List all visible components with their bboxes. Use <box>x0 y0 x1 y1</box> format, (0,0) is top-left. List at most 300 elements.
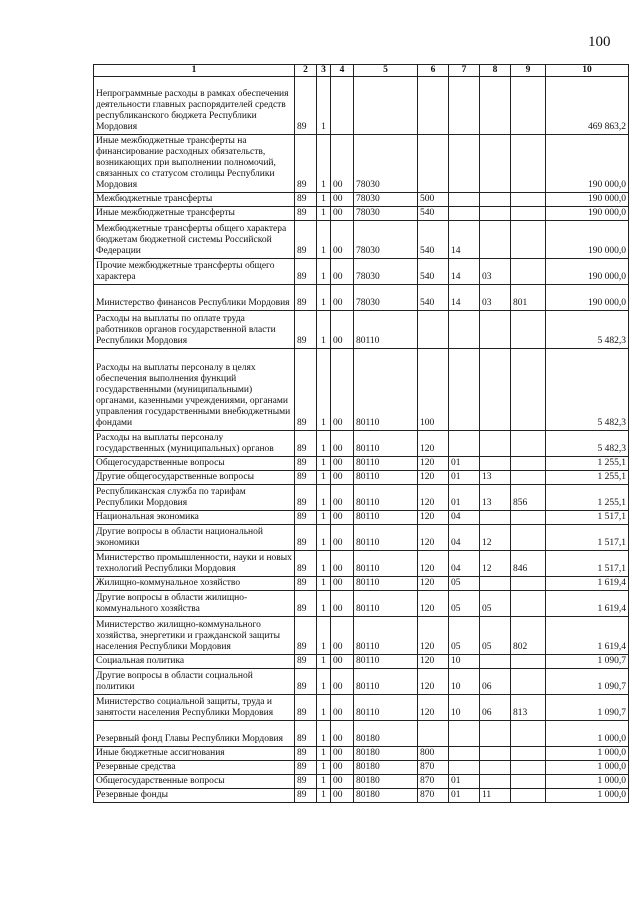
cell-amount: 1 517,1 <box>546 511 629 525</box>
cell-amount: 1 255,1 <box>546 485 629 511</box>
cell-c5: 80180 <box>354 761 418 775</box>
table-row <box>94 135 629 193</box>
cell-c7 <box>449 431 480 457</box>
cell-c6 <box>418 311 449 349</box>
cell-amount: 1 619,4 <box>546 617 629 655</box>
table-row <box>94 485 629 511</box>
cell-amount: 190 000,0 <box>546 193 629 207</box>
cell-c5: 78030 <box>354 285 418 311</box>
cell-name: Резервный фонд Главы Республики Мордовия <box>94 721 295 747</box>
cell-amount: 190 000,0 <box>546 221 629 259</box>
table-row <box>94 789 629 803</box>
cell-c4: 00 <box>331 525 354 551</box>
cell-amount: 1 255,1 <box>546 457 629 471</box>
cell-c9 <box>511 207 546 221</box>
cell-c6: 120 <box>418 457 449 471</box>
cell-c8 <box>480 721 511 747</box>
cell-c3: 1 <box>317 747 331 761</box>
cell-c4: 00 <box>331 721 354 747</box>
cell-name: Общегосударственные вопросы <box>94 775 295 789</box>
cell-c6: 870 <box>418 775 449 789</box>
cell-c8: 05 <box>480 591 511 617</box>
cell-amount: 469 863,2 <box>546 77 629 135</box>
cell-c6 <box>418 721 449 747</box>
cell-c2: 89 <box>295 77 317 135</box>
cell-c8 <box>480 577 511 591</box>
cell-c4: 00 <box>331 471 354 485</box>
cell-amount: 1 517,1 <box>546 551 629 577</box>
cell-c2: 89 <box>295 669 317 695</box>
cell-c6: 870 <box>418 789 449 803</box>
cell-c7: 01 <box>449 471 480 485</box>
cell-c8: 06 <box>480 695 511 721</box>
cell-c9 <box>511 775 546 789</box>
cell-amount: 1 619,4 <box>546 591 629 617</box>
cell-c2: 89 <box>295 551 317 577</box>
cell-c2: 89 <box>295 193 317 207</box>
cell-c8 <box>480 221 511 259</box>
cell-c8 <box>480 457 511 471</box>
cell-name: Министерство социальной защиты, труда и занятости населения Республики Мордовия <box>94 695 295 721</box>
cell-c5: 80110 <box>354 457 418 471</box>
cell-c8 <box>480 775 511 789</box>
cell-amount: 1 517,1 <box>546 525 629 551</box>
cell-name: Социальная политика <box>94 655 295 669</box>
cell-c9 <box>511 577 546 591</box>
cell-amount: 5 482,3 <box>546 431 629 457</box>
cell-name: Министерство промышленности, науки и новых технологий Республики Мордовия <box>94 551 295 577</box>
cell-c3: 1 <box>317 77 331 135</box>
cell-c5: 78030 <box>354 207 418 221</box>
cell-c2: 89 <box>295 471 317 485</box>
cell-c6: 120 <box>418 655 449 669</box>
cell-c8: 11 <box>480 789 511 803</box>
cell-name: Иные межбюджетные трансферты на финансирование расходных обязательств, возникающих при выполнении полномочий, связанных со статусом столицы Республики Мордовия <box>94 135 295 193</box>
cell-c9 <box>511 135 546 193</box>
cell-c9: 846 <box>511 551 546 577</box>
cell-name: Другие вопросы в области национальной экономики <box>94 525 295 551</box>
cell-c4: 00 <box>331 695 354 721</box>
cell-c3: 1 <box>317 551 331 577</box>
cell-c8 <box>480 431 511 457</box>
cell-c3: 1 <box>317 431 331 457</box>
table-row <box>94 721 629 747</box>
cell-c5 <box>354 77 418 135</box>
cell-c5: 80110 <box>354 695 418 721</box>
cell-c5: 80110 <box>354 655 418 669</box>
cell-c6: 540 <box>418 207 449 221</box>
cell-c2: 89 <box>295 655 317 669</box>
cell-c7: 04 <box>449 551 480 577</box>
cell-name: Иные межбюджетные трансферты <box>94 207 295 221</box>
cell-c8: 03 <box>480 285 511 311</box>
cell-c6: 500 <box>418 193 449 207</box>
cell-amount: 1 619,4 <box>546 577 629 591</box>
cell-c6 <box>418 135 449 193</box>
cell-c8: 13 <box>480 471 511 485</box>
cell-c7: 14 <box>449 285 480 311</box>
cell-c2: 89 <box>295 349 317 431</box>
cell-c5: 80180 <box>354 721 418 747</box>
cell-c5: 80110 <box>354 591 418 617</box>
cell-c9: 813 <box>511 695 546 721</box>
cell-c9 <box>511 525 546 551</box>
table-row <box>94 349 629 431</box>
column-header: 4 <box>331 65 354 77</box>
cell-c2: 89 <box>295 485 317 511</box>
cell-c9: 856 <box>511 485 546 511</box>
table-row <box>94 577 629 591</box>
cell-c3: 1 <box>317 193 331 207</box>
cell-c7 <box>449 349 480 431</box>
cell-c2: 89 <box>295 525 317 551</box>
table-row <box>94 311 629 349</box>
table-row <box>94 775 629 789</box>
cell-c4: 00 <box>331 285 354 311</box>
cell-c7: 05 <box>449 577 480 591</box>
cell-c4: 00 <box>331 761 354 775</box>
cell-c6: 800 <box>418 747 449 761</box>
cell-c5: 80110 <box>354 617 418 655</box>
cell-c8: 06 <box>480 669 511 695</box>
cell-c7: 05 <box>449 617 480 655</box>
cell-c8 <box>480 747 511 761</box>
cell-c3: 1 <box>317 695 331 721</box>
table-row <box>94 617 629 655</box>
cell-c2: 89 <box>295 775 317 789</box>
table-row <box>94 193 629 207</box>
cell-c5: 80110 <box>354 525 418 551</box>
table-row <box>94 285 629 311</box>
cell-c8 <box>480 511 511 525</box>
cell-c4: 00 <box>331 669 354 695</box>
cell-c3: 1 <box>317 669 331 695</box>
cell-name: Расходы на выплаты персоналу государственных (муниципальных) органов <box>94 431 295 457</box>
cell-c6: 100 <box>418 349 449 431</box>
cell-c7 <box>449 311 480 349</box>
cell-c4: 00 <box>331 207 354 221</box>
cell-c5: 80180 <box>354 747 418 761</box>
cell-c2: 89 <box>295 311 317 349</box>
cell-name: Жилищно-коммунальное хозяйство <box>94 577 295 591</box>
cell-c5: 80110 <box>354 471 418 485</box>
cell-amount: 1 000,0 <box>546 747 629 761</box>
cell-c2: 89 <box>295 135 317 193</box>
cell-c9 <box>511 193 546 207</box>
cell-c3: 1 <box>317 591 331 617</box>
cell-c7: 04 <box>449 511 480 525</box>
cell-c5: 80180 <box>354 789 418 803</box>
cell-c7: 04 <box>449 525 480 551</box>
cell-c9 <box>511 221 546 259</box>
table-row <box>94 471 629 485</box>
cell-c2: 89 <box>295 747 317 761</box>
cell-amount: 190 000,0 <box>546 135 629 193</box>
cell-c5: 80110 <box>354 485 418 511</box>
cell-c4: 00 <box>331 485 354 511</box>
cell-c6: 120 <box>418 551 449 577</box>
column-header: 1 <box>94 65 295 77</box>
cell-amount: 1 255,1 <box>546 471 629 485</box>
cell-c9 <box>511 349 546 431</box>
column-header: 6 <box>418 65 449 77</box>
cell-c2: 89 <box>295 259 317 285</box>
cell-c4: 00 <box>331 135 354 193</box>
cell-c7 <box>449 761 480 775</box>
cell-c7: 01 <box>449 457 480 471</box>
cell-name: Межбюджетные трансферты общего характера бюджетам бюджетной системы Российской Федерации <box>94 221 295 259</box>
cell-c2: 89 <box>295 511 317 525</box>
cell-c4: 00 <box>331 655 354 669</box>
column-header: 10 <box>546 65 629 77</box>
cell-c3: 1 <box>317 485 331 511</box>
cell-c5: 78030 <box>354 259 418 285</box>
cell-c6: 120 <box>418 617 449 655</box>
cell-c4: 00 <box>331 259 354 285</box>
cell-c8: 05 <box>480 617 511 655</box>
table-row <box>94 77 629 135</box>
cell-c5: 80110 <box>354 511 418 525</box>
cell-c7: 14 <box>449 259 480 285</box>
cell-name: Республиканская служба по тарифам Республики Мордовия <box>94 485 295 511</box>
cell-amount: 190 000,0 <box>546 259 629 285</box>
cell-c2: 89 <box>295 285 317 311</box>
cell-name: Другие общегосударственные вопросы <box>94 471 295 485</box>
cell-amount: 5 482,3 <box>546 311 629 349</box>
cell-name: Резервные средства <box>94 761 295 775</box>
cell-c9: 802 <box>511 617 546 655</box>
cell-c4: 00 <box>331 457 354 471</box>
cell-c3: 1 <box>317 221 331 259</box>
table-row <box>94 551 629 577</box>
cell-c2: 89 <box>295 577 317 591</box>
table-row <box>94 525 629 551</box>
table-row <box>94 207 629 221</box>
column-header: 9 <box>511 65 546 77</box>
cell-amount: 1 090,7 <box>546 655 629 669</box>
cell-c5: 80110 <box>354 349 418 431</box>
cell-c8 <box>480 207 511 221</box>
cell-c3: 1 <box>317 311 331 349</box>
cell-amount: 190 000,0 <box>546 207 629 221</box>
cell-c5: 80180 <box>354 775 418 789</box>
cell-c4: 00 <box>331 617 354 655</box>
cell-c3: 1 <box>317 617 331 655</box>
cell-c7 <box>449 77 480 135</box>
table-row <box>94 431 629 457</box>
cell-c2: 89 <box>295 221 317 259</box>
cell-amount: 1 000,0 <box>546 721 629 747</box>
cell-name: Расходы на выплаты по оплате труда работников органов государственной власти Республики Мордовия <box>94 311 295 349</box>
cell-c2: 89 <box>295 591 317 617</box>
cell-c5: 78030 <box>354 193 418 207</box>
cell-c9 <box>511 789 546 803</box>
cell-c8: 13 <box>480 485 511 511</box>
cell-c2: 89 <box>295 457 317 471</box>
cell-c5: 80110 <box>354 431 418 457</box>
cell-c3: 1 <box>317 655 331 669</box>
cell-c2: 89 <box>295 721 317 747</box>
cell-c6 <box>418 77 449 135</box>
cell-c7 <box>449 193 480 207</box>
cell-c6: 120 <box>418 669 449 695</box>
cell-c9 <box>511 669 546 695</box>
cell-c3: 1 <box>317 349 331 431</box>
cell-c7: 01 <box>449 775 480 789</box>
cell-c5: 80110 <box>354 669 418 695</box>
column-header: 2 <box>295 65 317 77</box>
cell-name: Другие вопросы в области жилищно-коммунального хозяйства <box>94 591 295 617</box>
cell-c6: 120 <box>418 471 449 485</box>
cell-c7 <box>449 207 480 221</box>
cell-c7 <box>449 747 480 761</box>
column-header: 3 <box>317 65 331 77</box>
cell-c2: 89 <box>295 789 317 803</box>
table-row <box>94 457 629 471</box>
cell-c8: 12 <box>480 525 511 551</box>
cell-c9 <box>511 721 546 747</box>
cell-c8 <box>480 655 511 669</box>
cell-c4: 00 <box>331 775 354 789</box>
cell-c7: 01 <box>449 789 480 803</box>
cell-c6: 120 <box>418 591 449 617</box>
cell-c9 <box>511 511 546 525</box>
cell-c4: 00 <box>331 311 354 349</box>
cell-c3: 1 <box>317 525 331 551</box>
cell-name: Министерство жилищно-коммунального хозяйства, энергетики и гражданской защиты населения Республики Мордовия <box>94 617 295 655</box>
cell-c3: 1 <box>317 259 331 285</box>
cell-c4: 00 <box>331 789 354 803</box>
cell-c7: 10 <box>449 669 480 695</box>
cell-c8 <box>480 761 511 775</box>
cell-name: Межбюджетные трансферты <box>94 193 295 207</box>
cell-c4: 00 <box>331 591 354 617</box>
cell-c4: 00 <box>331 551 354 577</box>
cell-name: Резервные фонды <box>94 789 295 803</box>
table-header-row <box>94 65 629 77</box>
cell-amount: 1 090,7 <box>546 669 629 695</box>
budget-table <box>93 64 629 803</box>
cell-c9 <box>511 311 546 349</box>
cell-c4: 00 <box>331 431 354 457</box>
cell-c3: 1 <box>317 285 331 311</box>
cell-amount: 1 000,0 <box>546 775 629 789</box>
table-row <box>94 511 629 525</box>
cell-c3: 1 <box>317 761 331 775</box>
cell-c4: 00 <box>331 349 354 431</box>
cell-c6: 870 <box>418 761 449 775</box>
table-row <box>94 655 629 669</box>
cell-c4: 00 <box>331 221 354 259</box>
cell-c6: 120 <box>418 577 449 591</box>
cell-amount: 1 000,0 <box>546 789 629 803</box>
cell-c6: 120 <box>418 525 449 551</box>
table-row <box>94 761 629 775</box>
table-row <box>94 747 629 761</box>
cell-amount: 1 000,0 <box>546 761 629 775</box>
cell-c3: 1 <box>317 789 331 803</box>
cell-c2: 89 <box>295 431 317 457</box>
cell-c7: 10 <box>449 655 480 669</box>
cell-c6: 120 <box>418 695 449 721</box>
cell-c3: 1 <box>317 207 331 221</box>
cell-c6: 540 <box>418 285 449 311</box>
cell-c3: 1 <box>317 511 331 525</box>
cell-c9 <box>511 655 546 669</box>
cell-c6: 120 <box>418 431 449 457</box>
cell-c4: 00 <box>331 747 354 761</box>
cell-c4: 00 <box>331 511 354 525</box>
cell-c6: 540 <box>418 221 449 259</box>
cell-c2: 89 <box>295 207 317 221</box>
cell-name: Общегосударственные вопросы <box>94 457 295 471</box>
table-body <box>94 77 629 803</box>
cell-c3: 1 <box>317 721 331 747</box>
cell-c7: 01 <box>449 485 480 511</box>
cell-c7 <box>449 721 480 747</box>
cell-c9 <box>511 747 546 761</box>
cell-c6: 120 <box>418 485 449 511</box>
cell-c4: 00 <box>331 193 354 207</box>
cell-amount: 1 090,7 <box>546 695 629 721</box>
cell-c9 <box>511 259 546 285</box>
column-header: 7 <box>449 65 480 77</box>
cell-name: Расходы на выплаты персоналу в целях обеспечения выполнения функций государственными (муниципальными) органами, казенными учреждениями, органами управления государственными внебюджетными фондами <box>94 349 295 431</box>
cell-c8 <box>480 77 511 135</box>
cell-name: Прочие межбюджетные трансферты общего характера <box>94 259 295 285</box>
cell-name: Министерство финансов Республики Мордовия <box>94 285 295 311</box>
cell-c9 <box>511 591 546 617</box>
cell-c7: 05 <box>449 591 480 617</box>
cell-c5: 78030 <box>354 221 418 259</box>
cell-c3: 1 <box>317 135 331 193</box>
cell-c5: 80110 <box>354 577 418 591</box>
cell-name: Другие вопросы в области социальной политики <box>94 669 295 695</box>
cell-name: Непрограммные расходы в рамках обеспечения деятельности главных распорядителей средств республиканского бюджета Республики Мордовия <box>94 77 295 135</box>
cell-c8 <box>480 311 511 349</box>
cell-amount: 190 000,0 <box>546 285 629 311</box>
cell-c6: 120 <box>418 511 449 525</box>
cell-c3: 1 <box>317 775 331 789</box>
column-header: 8 <box>480 65 511 77</box>
cell-c4 <box>331 77 354 135</box>
cell-c9 <box>511 761 546 775</box>
cell-c3: 1 <box>317 471 331 485</box>
cell-c6: 540 <box>418 259 449 285</box>
table-row <box>94 259 629 285</box>
cell-c8 <box>480 193 511 207</box>
cell-c9 <box>511 431 546 457</box>
cell-c2: 89 <box>295 695 317 721</box>
cell-c4: 00 <box>331 577 354 591</box>
table-row <box>94 695 629 721</box>
cell-c8 <box>480 349 511 431</box>
table-row <box>94 669 629 695</box>
cell-c9: 801 <box>511 285 546 311</box>
page-number: 100 <box>588 34 611 50</box>
cell-c8: 12 <box>480 551 511 577</box>
cell-c9 <box>511 77 546 135</box>
cell-c5: 78030 <box>354 135 418 193</box>
cell-c7 <box>449 135 480 193</box>
cell-c5: 80110 <box>354 311 418 349</box>
cell-c3: 1 <box>317 457 331 471</box>
cell-name: Иные бюджетные ассигнования <box>94 747 295 761</box>
cell-c9 <box>511 457 546 471</box>
column-header: 5 <box>354 65 418 77</box>
table-row <box>94 591 629 617</box>
cell-c2: 89 <box>295 617 317 655</box>
